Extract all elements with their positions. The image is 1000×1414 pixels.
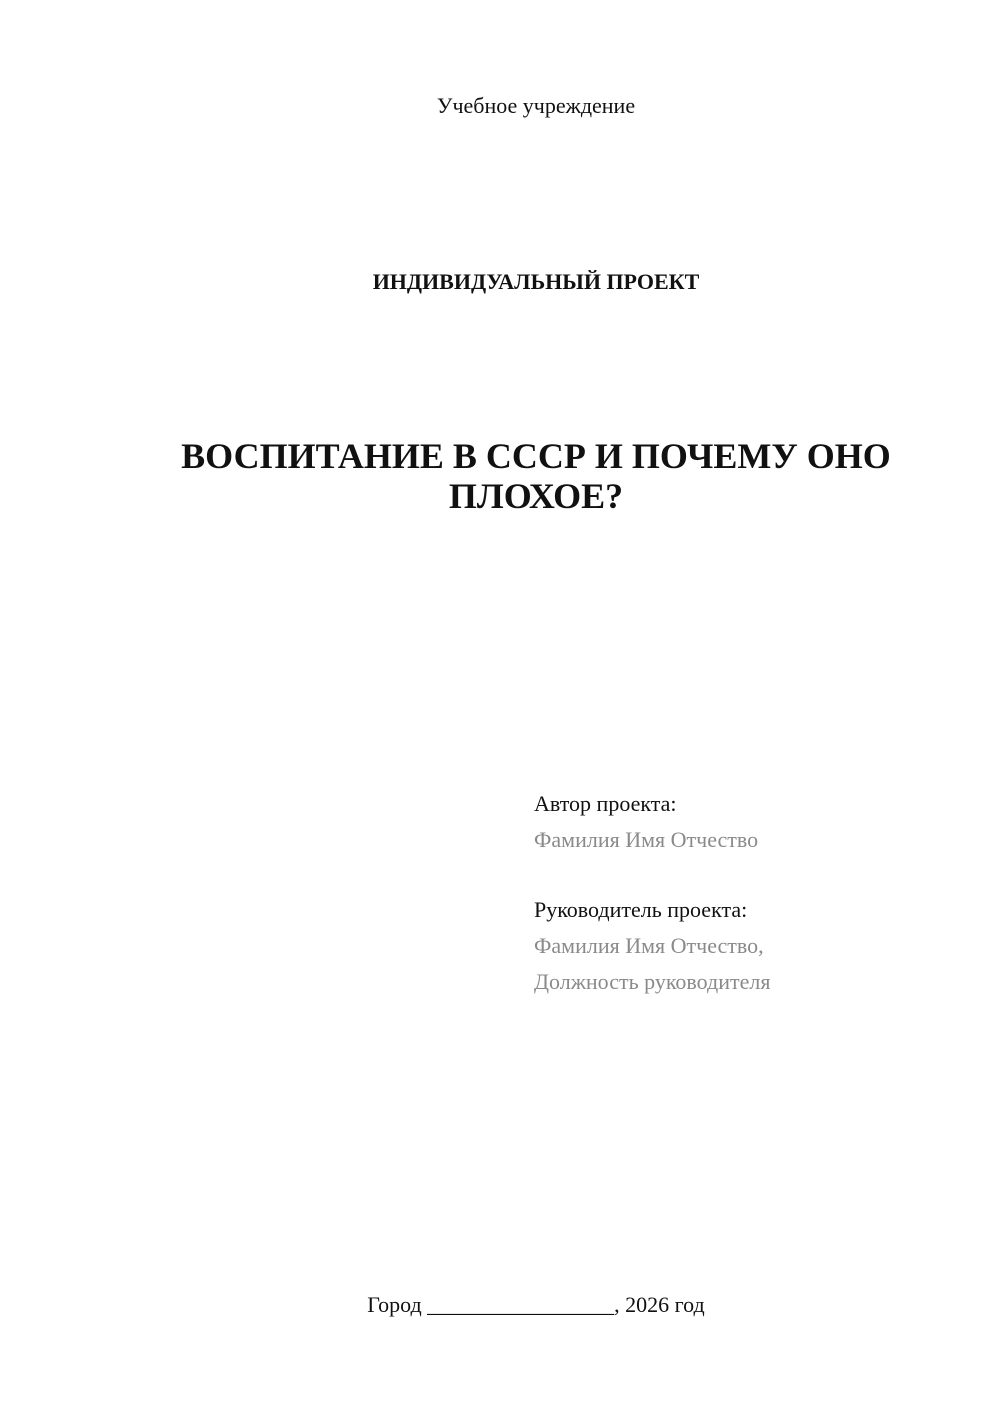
supervisor-name-placeholder: Фамилия Имя Отчество, [534,933,764,958]
author-label: Автор проекта: [534,791,677,816]
project-title-line-1: ВОСПИТАНИЕ В СССР И ПОЧЕМУ ОНО [181,436,891,476]
city-year-footer: Город _________________, 2026 год [367,1292,705,1317]
supervisor-label: Руководитель проекта: [534,897,748,922]
institution-name: Учебное учреждение [436,93,636,118]
supervisor-position-placeholder: Должность руководителя [534,969,771,994]
project-title-line-2: ПЛОХОЕ? [448,476,624,516]
supervisor-block [534,892,974,1000]
author-name-placeholder: Фамилия Имя Отчество [534,827,759,852]
project-title [80,436,992,516]
author-block [534,786,974,858]
project-type-heading: ИНДИВИДУАЛЬНЫЙ ПРОЕКТ [372,269,700,294]
